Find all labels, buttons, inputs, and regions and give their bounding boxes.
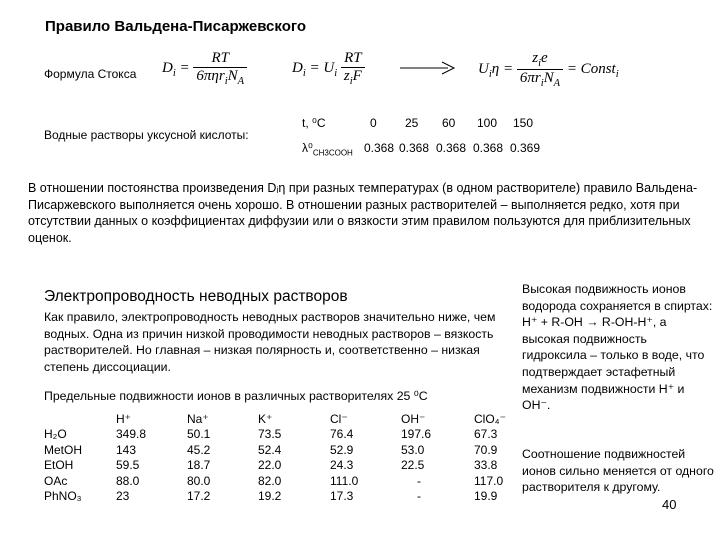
table-row xyxy=(44,457,519,473)
table-cell: 50.1 xyxy=(187,427,211,441)
ion-mobility-table xyxy=(44,410,519,503)
table-cell: 67.3 xyxy=(474,427,498,441)
formula-walden: $U_i\eta$ = $\frac{z_ie}{6\pi r_iN_A}$ = Const$_i$ xyxy=(478,50,619,89)
formula-stokes: $D_i$ = $\frac{RT}{6\pi\eta r_iN_A}$ xyxy=(162,50,247,87)
hydrogen-mobility-note: Высокая подвижность ионов водорода сохраняется в спиртах: H⁺ + R-OH → R-OH-H⁺, а высокая подвижность гидроксила – только в воде, что подтверждает эстафетный механизм подвижности H⁺ и OH⁻. xyxy=(522,282,713,413)
solvent-name: EtOH xyxy=(44,458,74,472)
solvent-name: PhNO₃ xyxy=(44,489,82,503)
stokes-label: Формула Стокса xyxy=(44,67,137,81)
table-cell: 73.5 xyxy=(258,427,282,441)
table-cell: 111.0 xyxy=(330,473,359,488)
lambda-label: $\lambda^0_{CH3COOH}$ xyxy=(302,141,353,158)
table-cell: 143 xyxy=(116,442,137,457)
solvent-name: OAc xyxy=(44,473,68,488)
table-cell: 22.0 xyxy=(258,458,282,472)
table-row xyxy=(44,441,519,457)
table-cell: 19.9 xyxy=(474,489,498,503)
lambda-value: 0.368 xyxy=(436,141,467,155)
table-cell: 24.3 xyxy=(330,458,354,472)
temp-value: 100 xyxy=(477,116,498,130)
page-number: 40 xyxy=(662,497,677,512)
table-cell: 45.2 xyxy=(187,442,211,457)
table-cell: 33.8 xyxy=(474,458,498,472)
table-cell: 19.2 xyxy=(258,489,282,503)
solvent-name: H₂O xyxy=(44,427,67,441)
table-cell: 76.4 xyxy=(330,427,354,441)
table-cell: 70.9 xyxy=(474,442,498,457)
table-cell: 88.0 xyxy=(116,473,140,488)
table-header-row xyxy=(44,410,519,426)
table-cell: 117.0 xyxy=(474,473,504,488)
table-cell: 53.0 xyxy=(401,442,425,457)
nonaqueous-paragraph: Как правило, электропроводность неводных растворов значительно ниже, чем водных. Одна из причин низкой проводимости неводных растворов – вязкость растворителей. Но главная – низкая полярность и, соответственно – низкая степень диссоциации. xyxy=(44,310,496,374)
table-cell: 80.0 xyxy=(187,473,211,488)
lambda-value: 0.369 xyxy=(510,141,541,155)
lambda-value: 0.368 xyxy=(364,141,395,155)
table-cell: 17.3 xyxy=(330,489,354,503)
table-cell: 82.0 xyxy=(258,473,282,488)
temp-value: 150 xyxy=(513,116,534,130)
formula-diffusion: $D_i = U_i$ $\frac{RT}{z_iF}$ xyxy=(292,50,365,87)
ion-header: Cl⁻ xyxy=(330,411,348,426)
implies-arrow-icon xyxy=(398,57,460,79)
solvent-ratio-note: Соотношение подвижностей ионов сильно меняется от одного растворителя к другому. xyxy=(522,447,714,495)
table-cell: - xyxy=(417,489,421,503)
ion-header: Na⁺ xyxy=(187,411,209,426)
section-title: Электропроводность неводных растворов xyxy=(44,288,348,305)
ion-header: K⁺ xyxy=(258,411,273,426)
table-cell: 22.5 xyxy=(401,458,425,472)
table-row xyxy=(44,426,519,442)
table-cell: 59.5 xyxy=(116,458,140,472)
table-cell: 52.9 xyxy=(330,442,354,457)
acetic-acid-label: Водные растворы уксусной кислоты: xyxy=(44,128,249,142)
limits-label: Предельные подвижности ионов в различных растворителях 25 ⁰C xyxy=(44,389,428,403)
lambda-value: 0.368 xyxy=(473,141,504,155)
table-cell: 18.7 xyxy=(187,458,211,472)
walden-paragraph: В отношении постоянства произведения Dᵢη при разных температурах (в одном растворителе) правило Вальдена-Писаржевского выполняется очень хорошо. В отношении разных растворителей – выполняется редко, хотя при отсутствии данных о коэффициентах диффузии или о вязкости этим правилом пользуются для приблизительных оценок. xyxy=(28,181,698,245)
table-cell: 17.2 xyxy=(187,489,211,503)
table-cell: 52.4 xyxy=(258,442,282,457)
solvent-name: MetOH xyxy=(44,442,83,457)
ion-header: ClO₄⁻ xyxy=(474,411,506,426)
temp-value: 0 xyxy=(370,116,377,130)
lambda-value: 0.368 xyxy=(399,141,430,155)
temp-value: 60 xyxy=(442,116,456,130)
table-cell: 23 xyxy=(116,489,130,503)
temp-value: 25 xyxy=(405,116,419,130)
ion-header: OH⁻ xyxy=(401,411,426,426)
page-title: Правило Вальдена-Писаржевского xyxy=(45,18,307,35)
table-row xyxy=(44,488,519,504)
temp-header: t, ⁰C xyxy=(302,116,326,130)
table-cell: 349.8 xyxy=(116,427,147,441)
table-cell: - xyxy=(417,473,421,488)
table-row xyxy=(44,472,519,488)
table-cell: 197.6 xyxy=(401,427,432,441)
ion-header: H⁺ xyxy=(116,411,131,426)
